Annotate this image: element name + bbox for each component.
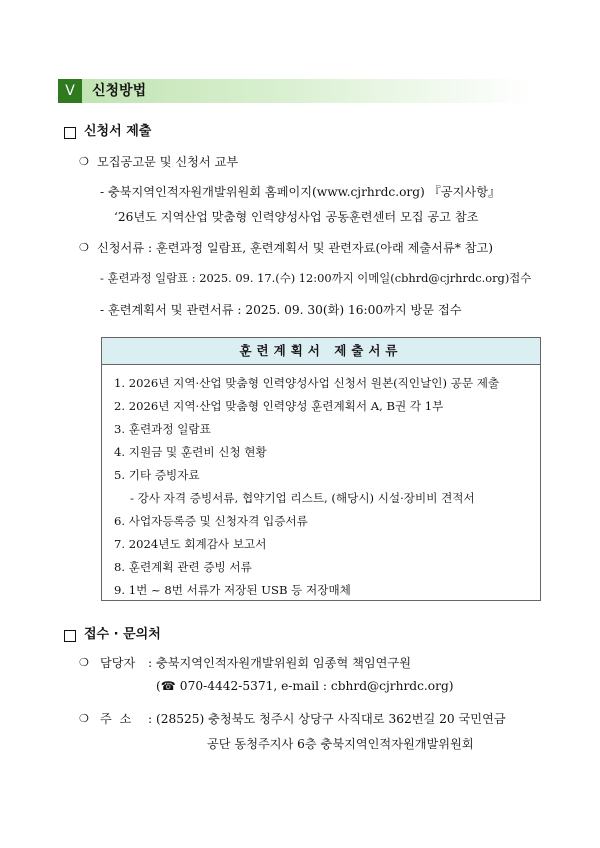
list-item: 6. 사업자등록증 및 신청자격 입증서류 bbox=[114, 514, 308, 528]
section-title: 신청방법 bbox=[92, 83, 147, 99]
section-number: V bbox=[58, 79, 82, 103]
schedule-visit-deadline: - 훈련계획서 및 관련서류 : 2025. 09. 30(화) 16:00까지 방문 접수 bbox=[100, 303, 462, 317]
documents-table-header: 훈련계획서 제출서류 bbox=[102, 338, 540, 365]
announcement-reference: ‘26년도 지역산업 맞춤형 인력양성사업 공동훈련센터 모집 공고 참조 bbox=[114, 210, 479, 224]
submission-heading: 신청서 제출 bbox=[84, 124, 152, 139]
circle-bullet-icon: ❍ bbox=[79, 656, 89, 669]
checkbox-icon bbox=[64, 627, 76, 646]
list-item: 7. 2024년도 회계감사 보고서 bbox=[114, 537, 267, 551]
address-label: 주 소 bbox=[100, 712, 132, 726]
checkbox-icon bbox=[64, 124, 76, 143]
homepage-detail: - 충북지역인적자원개발위원회 홈페이지(www.cjrhrdc.org) 『공지사항』 bbox=[100, 185, 501, 199]
contact-heading: 접수 · 문의처 bbox=[84, 627, 161, 642]
list-item: 1. 2026년 지역·산업 맞춤형 인력양성사업 신청서 원본(직인날인) 공문 제출 bbox=[114, 376, 500, 390]
manager-label: 담당자 bbox=[100, 656, 136, 670]
list-item: 3. 훈련과정 일람표 bbox=[114, 422, 211, 436]
address-line-1: : (28525) 충청북도 청주시 상당구 사직대로 362번길 20 국민연금 bbox=[148, 712, 506, 726]
address-line-2: 공단 동청주지사 6층 충북지역인적자원개발위원회 bbox=[207, 737, 474, 751]
documents-table bbox=[101, 337, 541, 601]
circle-bullet-icon: ❍ bbox=[79, 155, 89, 168]
bullet-documents: 신청서류 : 훈련과정 일람표, 훈련계획서 및 관련자료(아래 제출서류* 참고) bbox=[97, 241, 493, 255]
schedule-email-deadline: - 훈련과정 일람표 : 2025. 09. 17.(수) 12:00까지 이메일(cbhrd@cjrhrdc.org)접수 bbox=[100, 271, 532, 285]
circle-bullet-icon: ❍ bbox=[79, 241, 89, 254]
list-item: 4. 지원금 및 훈련비 신청 현황 bbox=[114, 445, 267, 459]
list-item: 2. 2026년 지역·산업 맞춤형 인력양성 훈련계획서 A, B권 각 1부 bbox=[114, 399, 444, 413]
list-item: - 강사 자격 증빙서류, 협약기업 리스트, (해당시) 시설·장비비 견적서 bbox=[130, 491, 475, 505]
manager-value: : 충북지역인적자원개발위원회 임종혁 책임연구원 bbox=[148, 656, 411, 670]
list-item: 9. 1번 ~ 8번 서류가 저장된 USB 등 저장매체 bbox=[114, 583, 351, 597]
list-item: 5. 기타 증빙자료 bbox=[114, 468, 200, 482]
bullet-announcement: 모집공고문 및 신청서 교부 bbox=[97, 155, 239, 169]
contact-phone-email: (☎ 070-4442-5371, e-mail : cbhrd@cjrhrdc.org) bbox=[156, 679, 454, 693]
circle-bullet-icon: ❍ bbox=[79, 712, 89, 725]
list-item: 8. 훈련계획 관련 증빙 서류 bbox=[114, 560, 252, 574]
